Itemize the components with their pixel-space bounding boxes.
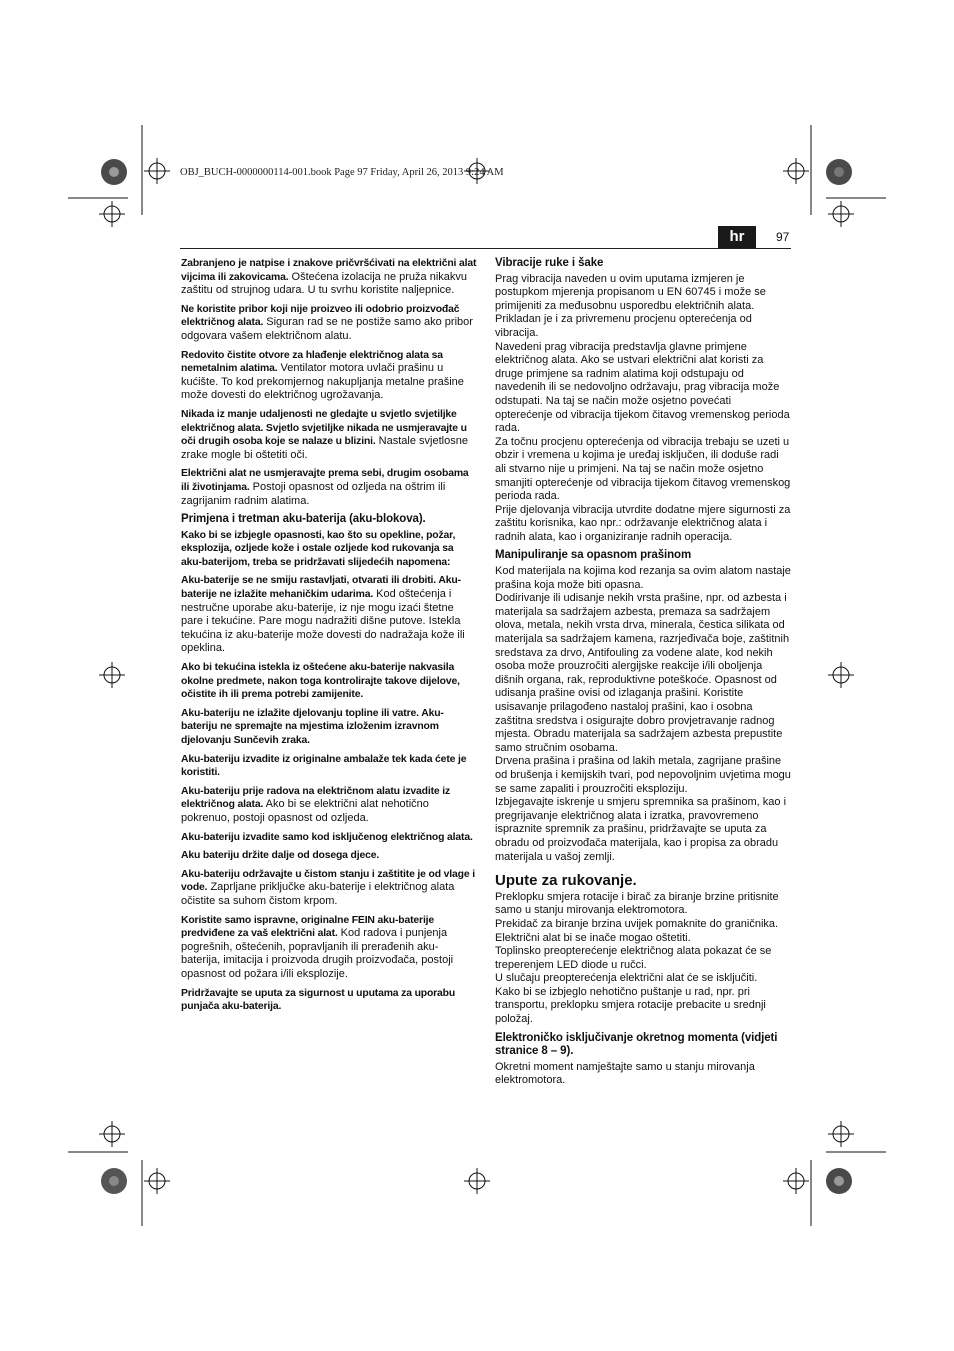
paragraph: Kod materijala na kojima kod rezanja sa ovim alatom nastaje prašina koja može biti opasna. <box>495 565 791 591</box>
page-number: 97 <box>776 230 790 244</box>
paragraph: Aku bateriju držite dalje od dosega djece. <box>181 850 380 862</box>
paragraph: Aku-bateriju održavajte u čistom stanju i zaštitite je od vlage i vode. Zaprljane priključke aku-baterije i električnog alata očistite sa suhom čistom krpom. <box>181 868 475 907</box>
section-heading-dust: Manipuliranje sa opasnom prašinom <box>495 549 692 562</box>
paragraph: Dodirivanje ili udisanje nekih vrsta prašine, npr. od azbesta i materijala sa sadržajem azbesta, premaza sa sadržajem olova, metala, nekih vrsta drva, minerala, čestica silikata od materijala sa sadržajem kamena, razrjeđivača boje, zaštitnih sredstava za drvo, Antifouling za vodene alate, kod nekih osoba može prouzročiti alergijske reakcije i/ili oboljenja dišnih organa, rak, reproduktivne poteškoće. Opasnost od udisanja prašine ovisi od izlaganja prašini. Koristite usisavanje prilagođeno nastaloj prašini, kao i osobna zaštitna sredstva i osigurajte dobro provjetravanje radnog mjesta. Obradu materijala sa sadržajem azbesta prepustite samo stručnim osobama. <box>495 592 790 754</box>
paragraph: Električni alat ne usmjeravajte prema sebi, drugim osobama ili životinjama. Postoji opasnost od ozljeda na oštrim ili zagrijanim radnim alatima. <box>181 468 469 507</box>
language-badge: hr <box>718 226 756 248</box>
right-column <box>495 257 791 1093</box>
paragraph: Preklopku smjera rotacije i birač za biranje brzine pritisnite samo u stanju mirovanja elektromotora. <box>495 890 779 917</box>
header-rule <box>180 248 791 249</box>
paragraph: Okretni moment namještajte samo u stanju mirovanja elektromotora. <box>495 1060 755 1087</box>
paragraph: Aku-bateriju izvadite samo kod isključenog električnog alata. <box>181 831 473 843</box>
paragraph: Navedeni prag vibracija predstavlja glavne primjene električnog alata. Ako se ustvari električni alat koristi za druge primjene sa radnim alatima koji odstupaju od navedenih ili se nedovoljno održavaju, prag vibracija može odstupati. Na taj se način može osjetno povećati opterećenje od vibracija tijekom čitavog vremenskog perioda rada. <box>495 340 790 435</box>
paragraph: Pridržavajte se uputa za sigurnost u uputama za uporabu punjača aku-baterija. <box>181 987 456 1013</box>
paragraph: Redovito čistite otvore za hlađenje električnog alata sa nemetalnim alatima. Ventilator motora uvlači prašinu u kućište. To kod prekomjernog nakupljanja metalne prašine može dovesti do električnog ugrožavanja. <box>181 349 464 402</box>
paragraph: Aku-bateriju prije radova na električnom alatu izvadite iz električnog alata. Ako bi se električni alat nehotično pokrenuo, postoji opasnost od ozljeda. <box>181 785 451 824</box>
print-info-line: OBJ_BUCH-0000000114-001.book Page 97 Friday, April 26, 2013 9:24 AM <box>180 167 504 178</box>
section-heading-battery: Primjena i tretman aku-baterija (aku-blokova). <box>181 513 426 526</box>
paragraph: Ne koristite pribor koji nije proizveo ili odobrio proizvođač električnog alata. Siguran rad se ne postiže samo ako pribor odgovara vašem električnom alatu. <box>181 303 473 342</box>
paragraph: Nikada iz manje udaljenosti ne gledajte u svjetlo svjetiljke električnog alata. Svjetlo svjetiljke nikada ne usmjeravajte u oči drugih osoba koje se nalaze u blizini. Nastale svjetlosne zrake mogle bi oštetiti oči. <box>181 408 468 461</box>
paragraph: Aku-bateriju ne izlažite djelovanju topline ili vatre. Aku-bateriju ne spremajte na mjestima izloženim izravnom djelovanju Sunčevih zraka. <box>181 707 444 746</box>
section-heading-operating-instructions: Upute za rukovanje. <box>495 872 637 890</box>
paragraph: U slučaju preopterećenja električni alat će se isključiti. <box>495 972 758 985</box>
section-heading-vibration: Vibracije ruke i šake <box>495 257 604 269</box>
paragraph: Zabranjeno je natpise i znakove pričvršćivati na električni alat vijcima ili zakovicama. Oštećena izolacija ne pruža nikakvu zaštitu od strujnog udara. U tu svrhu koristite naljepnice. <box>181 258 477 297</box>
paragraph: Izbjegavajte iskrenje u smjeru spremnika sa prašinom, kao i pregrijavanje električnog alata i izratka, pravovremeno ispraznite spremnik za prašinu, pridržavajte se uputa za obradu od proizvođača materijala, kao i propisa za obradu materijala u vašoj zemlji. <box>495 796 787 863</box>
left-column <box>181 257 477 1019</box>
paragraph: Prekidač za biranje brzina uvijek pomaknite do graničnika. Električni alat bi se inače mogao oštetiti. <box>495 917 779 944</box>
paragraph: Za točnu procjenu opterećenja od vibracija trebaju se uzeti u obzir i vremena u kojima je uređaj isključen, ili doduše radi ali stvarno nije u primjeni. Na taj se način može osjetno smanjiti opterećenje od vibracija tijekom čitavog vremenskog perioda rada. <box>495 435 791 503</box>
paragraph: Drvena prašina i prašina od lakih metala, zagrijane prašine od brušenja i kemijskih tvari, pod nepovoljnim uvjetima mogu se same zapaliti i prouzročiti eksploziju. <box>495 755 791 795</box>
paragraph: Aku-baterije se ne smiju rastavljati, otvarati ili drobiti. Aku-baterije ne izlažite mehaničkim udarima. Kod oštećenja i nestručne uporabe aku-baterije, iz nje mogu izaći štetne pare i tekućine. Pare mogu nadražiti dišne putove. Istekla tekućina iz aku-baterije može dovesti do nadražaja kože ili opeklina. <box>181 575 465 655</box>
paragraph: Prije djelovanja vibracija utvrdite dodatne mjere sigurnosti za zaštitu korisnika, kao npr.: održavanje električnog alata i radnih alata, kao i organiziranje radnih operacija. <box>495 503 791 543</box>
paragraph: Kako bi se izbjeglo nehotično puštanje u rad, npr. pri transportu, preklopku smjera rotacije prebacite u srednji položaj. <box>495 985 766 1026</box>
paragraph: Toplinsko preopterećenje električnog alata pokazat će se treperenjem LED diode u ručci. <box>495 945 772 971</box>
paragraph: Aku-bateriju izvadite iz originalne ambalaže tek kada ćete je koristiti. <box>181 753 467 779</box>
paragraph: Koristite samo ispravne, originalne FEIN aku-baterije predviđene za vaš električni alat. Kod radova i punjenja pogrešnih, oštećenih, popravljanih ili prerađenih aku-baterija, imitacija i proizvoda drugih proizvođača, postoji opasnost od požara i/ili eksplozije. <box>181 914 454 980</box>
paragraph: Kako bi se izbjegle opasnosti, kao što su opekline, požar, eksplozija, ozljede kože i ostale ozljede kod rukovanja sa aku-baterijom, treba se pridržavati slijedećih napomena: <box>181 529 456 568</box>
paragraph: Prag vibracija naveden u ovim uputama izmjeren je postupkom mjerenja propisanom u EN 60745 i može se primijeniti za međusobnu usporedbu električnih alata. Prikladan je i za privremenu procjenu opterećenja od vibracija. <box>495 272 766 339</box>
paragraph: Ako bi tekućina istekla iz oštećene aku-baterije nakvasila okolne predmete, nakon toga kontrolirajte takove dijelove, očistite ih ili prema potrebi zamijenite. <box>181 662 460 701</box>
section-heading-electronic-torque: Elektroničko isključivanje okretnog momenta (vidjeti stranice 8 – 9). <box>495 1031 778 1058</box>
